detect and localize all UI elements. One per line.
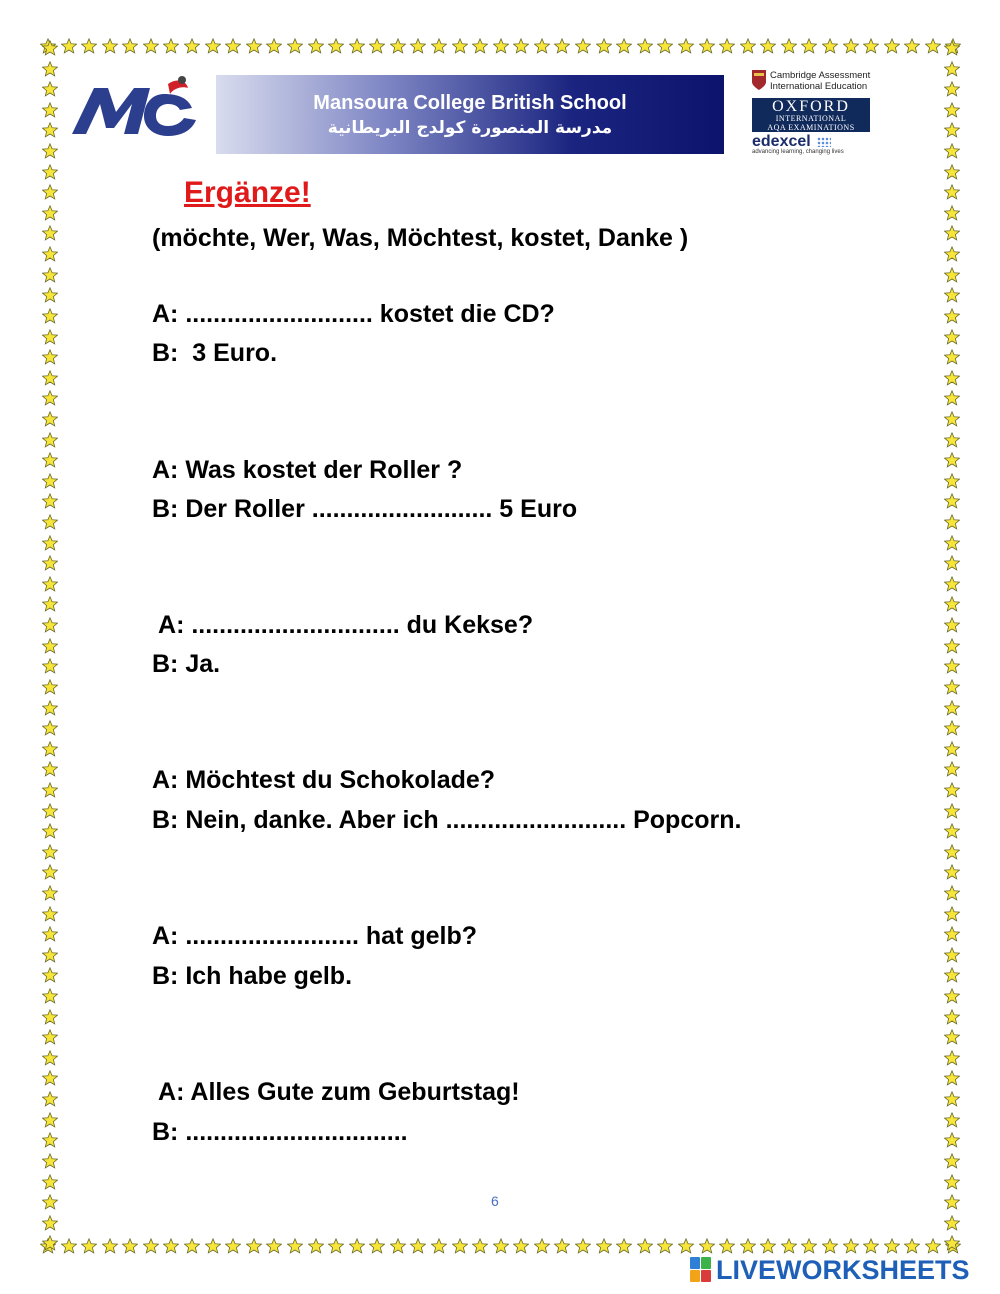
star-icon [42,1091,58,1107]
star-icon [944,1174,960,1190]
cambridge-line-2: International Education [770,81,868,92]
star-icon [42,782,58,798]
star-icon [42,349,58,365]
star-icon [266,38,282,54]
cambridge-logo [752,70,887,96]
star-icon [944,122,960,138]
star-icon [308,38,324,54]
star-icon [944,61,960,77]
star-icon [42,906,58,922]
star-icon [61,38,77,54]
school-name-arabic: مدرسة المنصورة كولدج البريطانية [327,117,613,138]
school-name-english: Mansoura College British School [313,91,627,114]
star-icon [944,1194,960,1210]
star-icon [944,349,960,365]
star-icon [944,617,960,633]
star-icon [944,267,960,283]
star-icon [349,1238,365,1254]
star-icon [719,1238,735,1254]
star-icon [42,514,58,530]
star-icon [42,287,58,303]
dialogue-line: B: Ich habe gelb. [152,962,353,990]
star-icon [42,555,58,571]
edexcel-dots-icon [817,137,831,147]
star-icon [944,143,960,159]
cambridge-line-1: Cambridge Assessment [770,70,871,81]
star-border-top [40,36,962,56]
oxford-line-3: AQA EXAMINATIONS [767,123,855,132]
star-icon [760,38,776,54]
star-icon [42,1132,58,1148]
cambridge-shield-icon [752,70,766,90]
star-icon [42,926,58,942]
oxford-aqa-logo [752,98,870,132]
star-icon [42,967,58,983]
dialogue-line: A: Möchtest du Schokolade? [152,766,496,794]
star-icon [42,947,58,963]
oxford-line-1: OXFORD [772,98,850,115]
star-icon [616,1238,632,1254]
star-icon [369,38,385,54]
star-icon [678,1238,694,1254]
star-icon [42,1112,58,1128]
star-icon [122,38,138,54]
star-icon [493,38,509,54]
star-icon [925,1238,941,1254]
star-icon [822,1238,838,1254]
star-icon [42,1050,58,1066]
star-icon [42,329,58,345]
star-icon [944,1029,960,1045]
liveworksheets-icon [690,1257,712,1283]
star-icon [944,596,960,612]
star-icon [944,81,960,97]
star-icon [287,1238,303,1254]
star-icon [42,761,58,777]
star-icon [246,38,262,54]
star-icon [102,1238,118,1254]
star-icon [944,205,960,221]
star-icon [944,164,960,180]
star-icon [944,823,960,839]
star-icon [61,1238,77,1254]
star-icon [42,184,58,200]
star-icon [42,1009,58,1025]
star-icon [42,246,58,262]
star-icon [42,535,58,551]
star-icon [81,1238,97,1254]
star-icon [42,1153,58,1169]
star-icon [205,38,221,54]
star-icon [863,38,879,54]
liveworksheets-brand[interactable] [690,1254,990,1286]
dialogue-line: A: Was kostet der Roller ? [152,456,463,484]
star-icon [596,1238,612,1254]
star-icon [944,308,960,324]
star-icon [944,1112,960,1128]
star-icon [944,535,960,551]
star-icon [42,864,58,880]
star-icon [42,658,58,674]
star-icon [42,308,58,324]
dialogue-line: A: Alles Gute zum Geburtstag! [152,1078,520,1106]
star-icon [657,38,673,54]
star-icon [42,267,58,283]
star-icon [163,1238,179,1254]
star-icon [760,1238,776,1254]
star-icon [534,38,550,54]
star-icon [944,967,960,983]
star-icon [944,452,960,468]
liveworksheets-wordmark: LIVEWORKSHEETS [716,1254,970,1285]
star-icon [781,38,797,54]
oxford-line-2: INTERNATIONAL [775,114,847,123]
star-icon [944,1235,960,1251]
star-icon [513,38,529,54]
star-icon [843,1238,859,1254]
star-icon [575,38,591,54]
star-icon [472,1238,488,1254]
star-icon [472,38,488,54]
star-icon [699,38,715,54]
star-border-bottom [40,1236,962,1256]
star-icon [699,1238,715,1254]
star-icon [944,1091,960,1107]
star-icon [843,38,859,54]
star-icon [801,38,817,54]
star-icon [390,38,406,54]
star-icon [328,38,344,54]
star-icon [944,741,960,757]
star-icon [944,1009,960,1025]
star-icon [884,1238,900,1254]
star-icon [944,246,960,262]
star-icon [944,40,960,56]
star-icon [554,1238,570,1254]
star-icon [944,1153,960,1169]
star-icon [944,473,960,489]
star-icon [42,844,58,860]
word-bank: (möchte, Wer, Was, Möchtest, kostet, Danke ) [152,224,689,252]
dialogue-line: B: Ja. [152,650,221,678]
star-icon [944,803,960,819]
star-icon [42,988,58,1004]
star-icon [42,885,58,901]
star-icon [42,40,58,56]
star-icon [944,679,960,695]
star-icon [143,38,159,54]
star-icon [944,782,960,798]
star-icon [740,38,756,54]
star-icon [925,38,941,54]
worksheet-title: Ergänze! [184,176,311,209]
star-icon [944,988,960,1004]
star-icon [81,38,97,54]
star-icon [944,885,960,901]
star-icon [678,38,694,54]
star-icon [944,576,960,592]
star-icon [740,1238,756,1254]
star-border-right [942,40,962,1252]
star-icon [42,143,58,159]
star-icon [42,679,58,695]
star-icon [246,1238,262,1254]
star-icon [944,926,960,942]
star-icon [616,38,632,54]
dialogue-line: B: Nein, danke. Aber ich .......................... Popcorn. [152,806,742,834]
star-icon [822,38,838,54]
star-icon [42,432,58,448]
star-icon [42,390,58,406]
star-icon [42,473,58,489]
star-icon [42,225,58,241]
page-number: 6 [491,1193,499,1209]
star-icon [308,1238,324,1254]
star-icon [904,38,920,54]
star-icon [184,38,200,54]
star-icon [390,1238,406,1254]
star-icon [42,81,58,97]
star-icon [452,38,468,54]
star-icon [42,164,58,180]
star-icon [42,823,58,839]
star-icon [452,1238,468,1254]
star-icon [42,1215,58,1231]
star-icon [944,329,960,345]
star-icon [42,370,58,386]
star-icon [944,555,960,571]
star-icon [42,493,58,509]
star-icon [637,38,653,54]
star-icon [42,1029,58,1045]
star-icon [944,184,960,200]
star-icon [42,102,58,118]
star-icon [42,411,58,427]
star-icon [944,514,960,530]
star-icon [863,1238,879,1254]
dialogue-line: A: .............................. du Kekse? [152,611,534,639]
star-icon [944,638,960,654]
star-icon [410,38,426,54]
star-icon [102,38,118,54]
star-icon [431,38,447,54]
star-icon [42,452,58,468]
dialogue-line: B: 3 Euro. [152,339,278,367]
star-icon [42,122,58,138]
star-icon [42,1174,58,1190]
star-icon [42,700,58,716]
school-logo [68,72,204,142]
star-icon [534,1238,550,1254]
dialogue-line: B: ................................ [152,1118,408,1146]
star-icon [42,205,58,221]
star-icon [122,1238,138,1254]
star-icon [719,38,735,54]
star-icon [944,390,960,406]
star-icon [42,596,58,612]
star-icon [944,844,960,860]
star-icon [944,658,960,674]
star-icon [493,1238,509,1254]
edexcel-tagline: advancing learning, changing lives [752,149,844,155]
star-border-left [40,40,60,1252]
star-icon [42,1235,58,1251]
star-icon [287,38,303,54]
star-icon [42,720,58,736]
star-icon [884,38,900,54]
star-icon [184,1238,200,1254]
star-icon [349,38,365,54]
star-icon [369,1238,385,1254]
star-icon [554,38,570,54]
star-icon [225,1238,241,1254]
star-icon [904,1238,920,1254]
star-icon [143,1238,159,1254]
star-icon [944,493,960,509]
star-icon [801,1238,817,1254]
star-icon [944,411,960,427]
star-icon [944,947,960,963]
star-icon [944,720,960,736]
dialogue-line: A: ........................... kostet die CD? [152,300,555,328]
school-banner [216,75,724,154]
star-icon [944,1215,960,1231]
star-icon [42,803,58,819]
dialogue-line: B: Der Roller .......................... 5 Euro [152,495,578,523]
star-icon [944,700,960,716]
star-icon [781,1238,797,1254]
star-icon [42,638,58,654]
star-icon [328,1238,344,1254]
star-icon [431,1238,447,1254]
star-icon [944,1070,960,1086]
star-icon [944,864,960,880]
star-icon [944,370,960,386]
star-icon [944,1132,960,1148]
accreditation-logos [752,70,887,166]
star-icon [637,1238,653,1254]
edexcel-name: edexcel [752,133,811,150]
star-icon [657,1238,673,1254]
star-icon [266,1238,282,1254]
star-icon [205,1238,221,1254]
dialogue-line: A: ......................... hat gelb? [152,922,478,950]
edexcel-logo [752,135,887,149]
star-icon [944,906,960,922]
star-icon [944,1050,960,1066]
star-icon [42,1194,58,1210]
star-icon [596,38,612,54]
star-icon [42,576,58,592]
star-icon [944,102,960,118]
star-icon [575,1238,591,1254]
star-icon [42,741,58,757]
star-icon [944,225,960,241]
star-icon [42,1070,58,1086]
star-icon [944,761,960,777]
star-icon [944,287,960,303]
star-icon [944,432,960,448]
star-icon [513,1238,529,1254]
star-icon [42,617,58,633]
star-icon [163,38,179,54]
star-icon [225,38,241,54]
star-icon [42,61,58,77]
star-icon [410,1238,426,1254]
